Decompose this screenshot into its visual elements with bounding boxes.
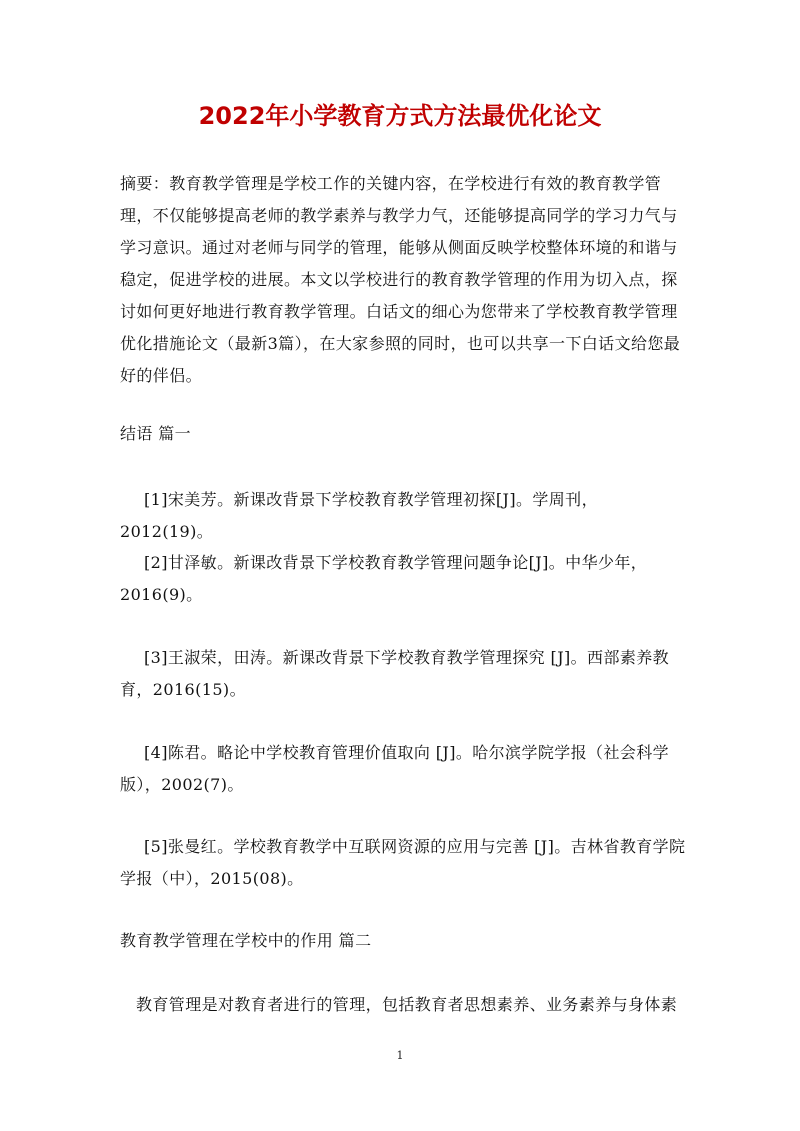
reference-item: [4]陈君。略论中学校教育管理价值取向 [J]。哈尔滨学院学报（社会科学版），2002(7)。	[120, 743, 670, 794]
reference-item: [2]甘泽敏。新课改背景下学校教育教学管理问题争论[J]。中华少年，2016(9)。	[120, 553, 648, 604]
page-number: 1	[396, 1049, 404, 1062]
reference-item: [5]张曼红。学校教育教学中互联网资源的应用与完善 [J]。吉林省教育学院学报（中），2015(08)。	[120, 837, 686, 888]
reference-item: [1]宋美芳。新课改背景下学校教育教学管理初探[J]。学周刊，2012(19)。	[120, 490, 598, 541]
abstract-paragraph: 摘要：教育教学管理是学校工作的关键内容，在学校进行有效的教育教学管理，不仅能够提高老师的教学素养与教学力气，还能够提高同学的学习力气与学习意识。通过对老师与同学的管理，能够从侧面反映学校整体环境的和谐与稳定，促进学校的进展。本文以学校进行的教育教学管理的作用为切入点，探讨如何更好地进行教育教学管理。白话文的细心为您带来了学校教育教学管理优化措施论文（最新3篇），在大家参照的同时，也可以共享一下白话文给您最好的伴侣。	[120, 174, 681, 385]
section-heading-2: 教育教学管理在学校中的作用 篇二	[120, 931, 372, 950]
document-title: 2022年小学教育方式方法最优化论文	[198, 102, 602, 130]
body-paragraph: 教育管理是对教育者进行的管理，包括教育者思想素养、业务素养与身体素	[136, 995, 678, 1014]
reference-item: [3]王淑荣，田涛。新课改背景下学校教育教学管理探究 [J]。西部素养教育，2016(15)。	[120, 648, 670, 699]
section-heading-1: 结语 篇一	[120, 424, 192, 443]
